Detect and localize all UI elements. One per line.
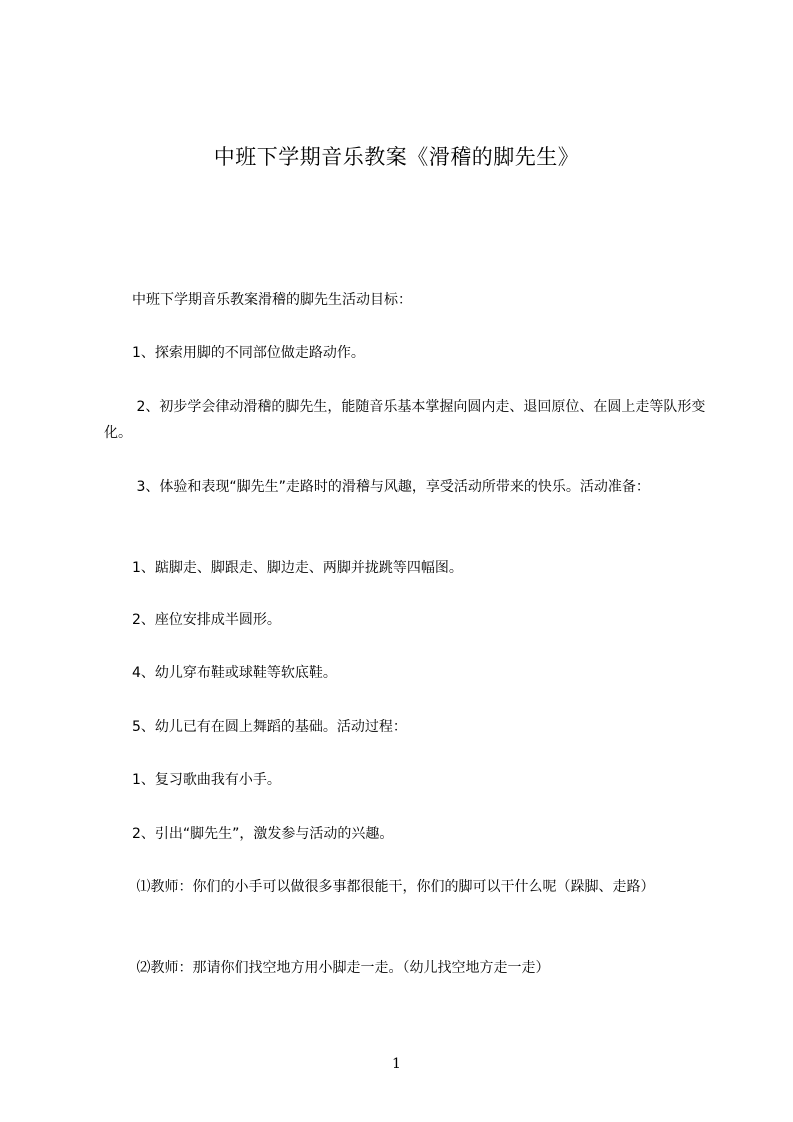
paragraph-preparation-2: 2、座位安排成半圆形。	[104, 612, 281, 628]
paragraph-process-2-1: ⑴教师：你们的小手可以做很多事都很能干，你们的脚可以干什么呢（跺脚、走路）	[104, 879, 655, 895]
paragraph-process-2: 2、引出“脚先生”，激发参与活动的兴趣。	[104, 826, 394, 842]
paragraph-preparation-4: 4、幼儿穿布鞋或球鞋等软底鞋。	[104, 665, 337, 681]
paragraph-preparation-1: 1、踮脚走、脚跟走、脚边走、两脚并拢跳等四幅图。	[104, 560, 463, 576]
page-number: 1	[392, 1056, 401, 1072]
paragraph-process-1: 1、复习歌曲我有小手。	[104, 772, 281, 788]
paragraph-objective-3: 3、体验和表现“脚先生”走路时的滑稽与风趣，享受活动所带来的快乐。活动准备：	[104, 479, 650, 495]
paragraph-preparation-5: 5、幼儿已有在圆上舞蹈的基础。活动过程：	[104, 719, 407, 735]
paragraph-objective-1: 1、探索用脚的不同部位做走路动作。	[104, 345, 365, 361]
paragraph-process-2-2: ⑵教师：那请你们找空地方用小脚走一走。（幼儿找空地方走一走）	[104, 960, 550, 976]
paragraph-objective-2: 2、初步学会律动滑稽的脚先生，能随音乐基本掌握向圆内走、退回原位、在圆上走等队形变化。	[104, 399, 706, 441]
paragraph-objectives-heading: 中班下学期音乐教案滑稽的脚先生活动目标：	[104, 292, 412, 308]
document-title: 中班下学期音乐教案《滑稽的脚先生》	[213, 145, 580, 169]
